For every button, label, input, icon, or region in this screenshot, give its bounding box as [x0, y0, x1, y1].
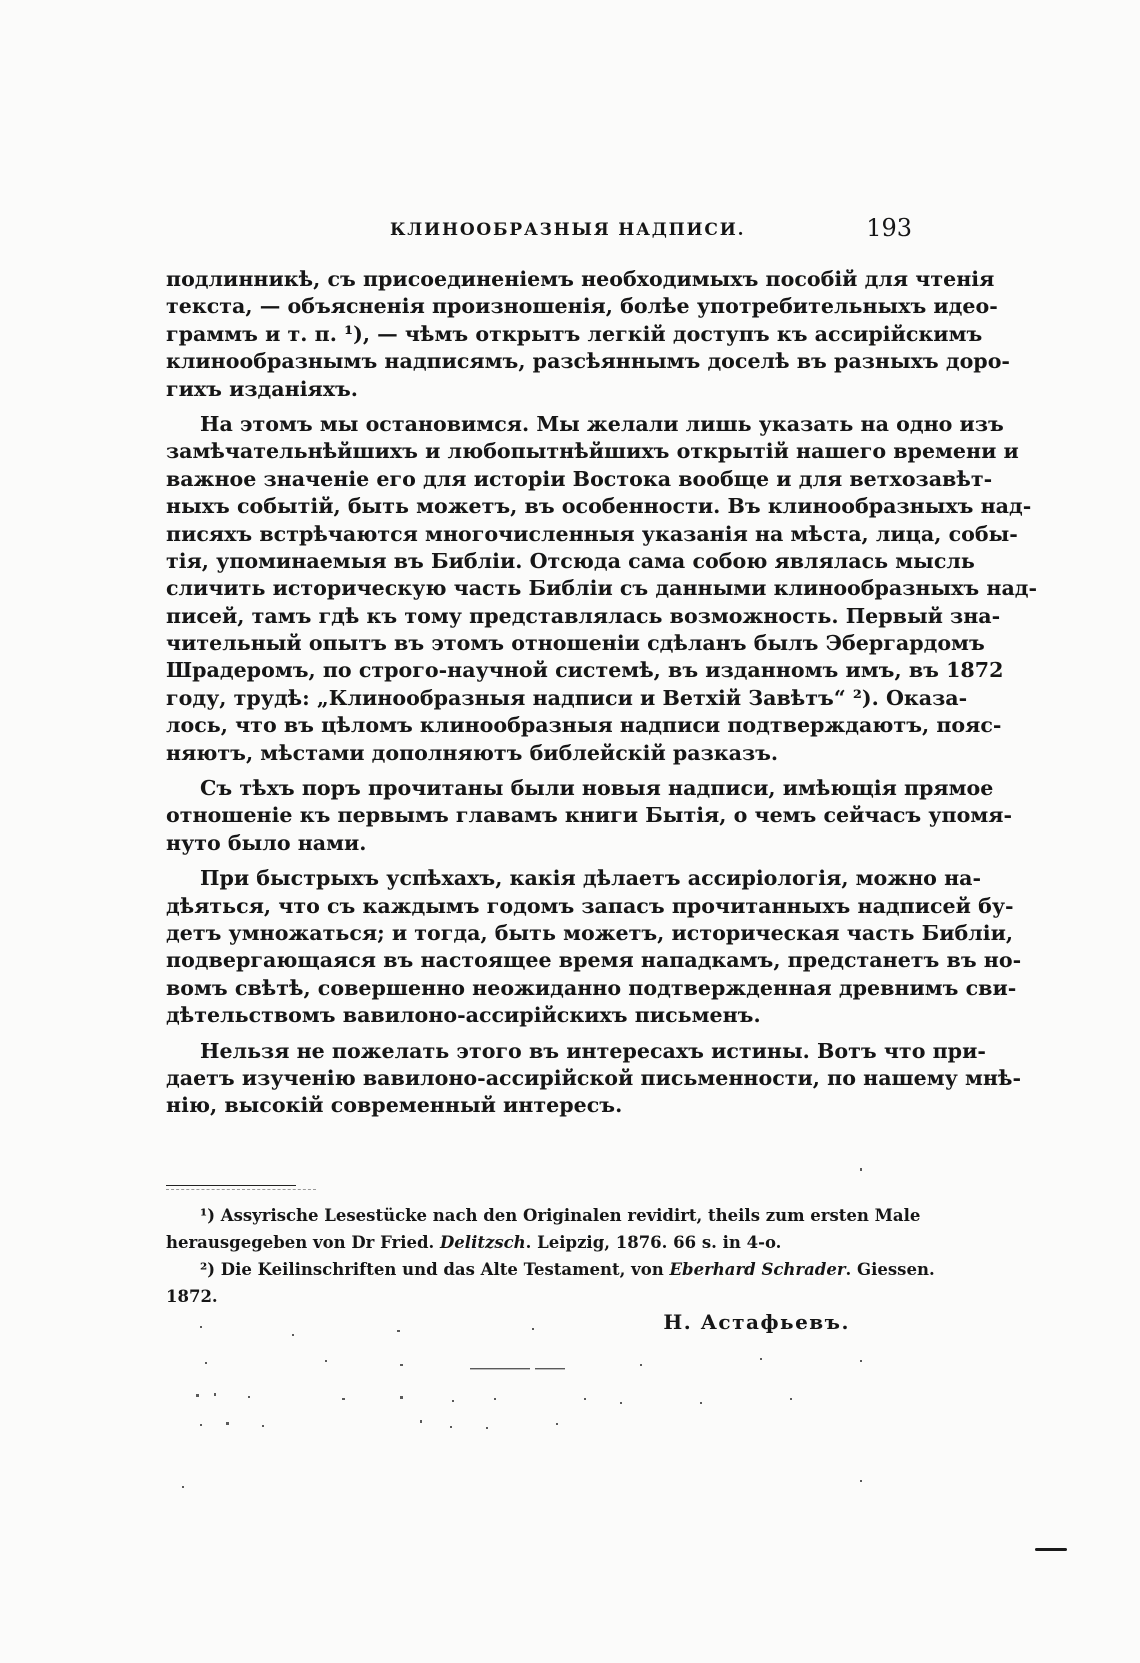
- text-line: гихъ изданіяхъ.: [166, 376, 358, 401]
- footnote-author: Delitzsch: [440, 1233, 526, 1252]
- text-line: замѣчательнѣйшихъ и любопытнѣйшихъ открытій нашего времени и: [166, 439, 1019, 464]
- text-line: При быстрыхъ успѣхахъ, какія дѣлаетъ ассиріологія, можно на-: [200, 866, 982, 891]
- text-line: отношеніе къ первымъ главамъ книги Бытія, о чемъ сейчасъ упомя-: [166, 803, 1013, 828]
- text-line: няютъ, мѣстами дополняютъ библейскій разказъ.: [166, 740, 779, 765]
- text-line: дѣтельствомъ вавилоно-ассирійскихъ письменъ.: [166, 1003, 761, 1028]
- text-line: лось, что въ цѣломъ клинообразныя надписи подтверждаютъ, пояс-: [166, 713, 1002, 738]
- text-line: вомъ свѣтѣ, совершенно неожиданно подтвержденная древнимъ сви-: [166, 975, 1017, 1000]
- text-line: клинообразнымъ надписямъ, разсѣяннымъ доселѣ въ разныхъ доро-: [166, 349, 1010, 374]
- text-line: дѣяться, что съ каждымъ годомъ запасъ прочитанныхъ надписей бу-: [166, 893, 1014, 918]
- text-line: граммъ и т. п. ¹), — чѣмъ открытъ легкій доступъ къ ассирійскимъ: [166, 321, 983, 346]
- text-line: На этомъ мы остановимся. Мы желали лишь указать на одно изъ: [200, 411, 1004, 436]
- speck-group: [182, 1168, 862, 1488]
- footnote-text: herausgegeben von Dr Fried.: [166, 1233, 440, 1252]
- text-line: важное значеніе его для исторіи Востока вообще и для ветхозавѣт-: [166, 466, 993, 491]
- text-line: тія, упоминаемыя въ Библіи. Отсюда сама собою являлась мысль: [166, 548, 975, 573]
- edge-mark: [1035, 1548, 1067, 1551]
- text-line: Съ тѣхъ поръ прочитаны были новыя надписи, имѣющія прямое: [200, 776, 994, 801]
- text-line: году, трудѣ: „Клинообразныя надписи и Ветхій Завѣтъ“ ²). Оказа-: [166, 685, 968, 710]
- running-title: КЛИНООБРАЗНЫЯ НАДПИСИ.: [390, 220, 746, 240]
- footnote-text: ²) Die Keilinschriften und das Alte Testament, von: [200, 1260, 670, 1279]
- text-line: сличить историческую часть Библіи съ данными клинообразныхъ над-: [166, 576, 1038, 601]
- footnote-text: . Giessen.: [845, 1260, 935, 1279]
- text-line: подлинникѣ, съ присоединеніемъ необходимыхъ пособій для чтенія: [166, 267, 995, 291]
- page-number: 193: [866, 214, 912, 242]
- text-line: ныхъ событій, быть можетъ, въ особенности. Въ клинообразныхъ над-: [166, 494, 1032, 519]
- text-line: чительный опытъ въ этомъ отношеніи сдѣланъ былъ Эбергардомъ: [166, 631, 985, 656]
- text-line: текста, — объясненія произношенія, болѣе употребительныхъ идео-: [166, 294, 998, 319]
- text-line: подвергающаяся въ настоящее время нападкамъ, предстанетъ въ но-: [166, 948, 1022, 973]
- text-line: Шрадеромъ, по строго-научной системѣ, въ изданномъ имъ, въ 1872: [166, 658, 1004, 683]
- text-line: детъ умножаться; и тогда, быть можетъ, историческая часть Библіи,: [166, 920, 1014, 945]
- author-signature: Н. Астафьевъ.: [663, 1310, 850, 1334]
- footnote-text: 1872.: [166, 1287, 218, 1306]
- footnote-text: . Leipzig, 1876. 66 s. in 4-o.: [525, 1233, 782, 1252]
- text-line: нуто было нами.: [166, 830, 367, 855]
- text-line: нію, высокій современный интересъ.: [166, 1093, 623, 1118]
- text-line: Нельзя не пожелать этого въ интересахъ истины. Вотъ что при-: [200, 1038, 986, 1063]
- text-line: даетъ изученію вавилоно-ассирійской письменности, по нашему мнѣ-: [166, 1065, 1022, 1090]
- footnote-author: Eberhard Schrader: [669, 1260, 846, 1279]
- text-line: писей, тамъ гдѣ къ тому представлялась возможность. Первый зна-: [166, 603, 1001, 628]
- text-line: писяхъ встрѣчаются многочисленныя указанія на мѣста, лица, собы-: [166, 521, 1018, 546]
- footnote-text: ¹) Assyrische Lesestücke nach den Originalen revidirt, theils zum ersten Male: [200, 1206, 921, 1225]
